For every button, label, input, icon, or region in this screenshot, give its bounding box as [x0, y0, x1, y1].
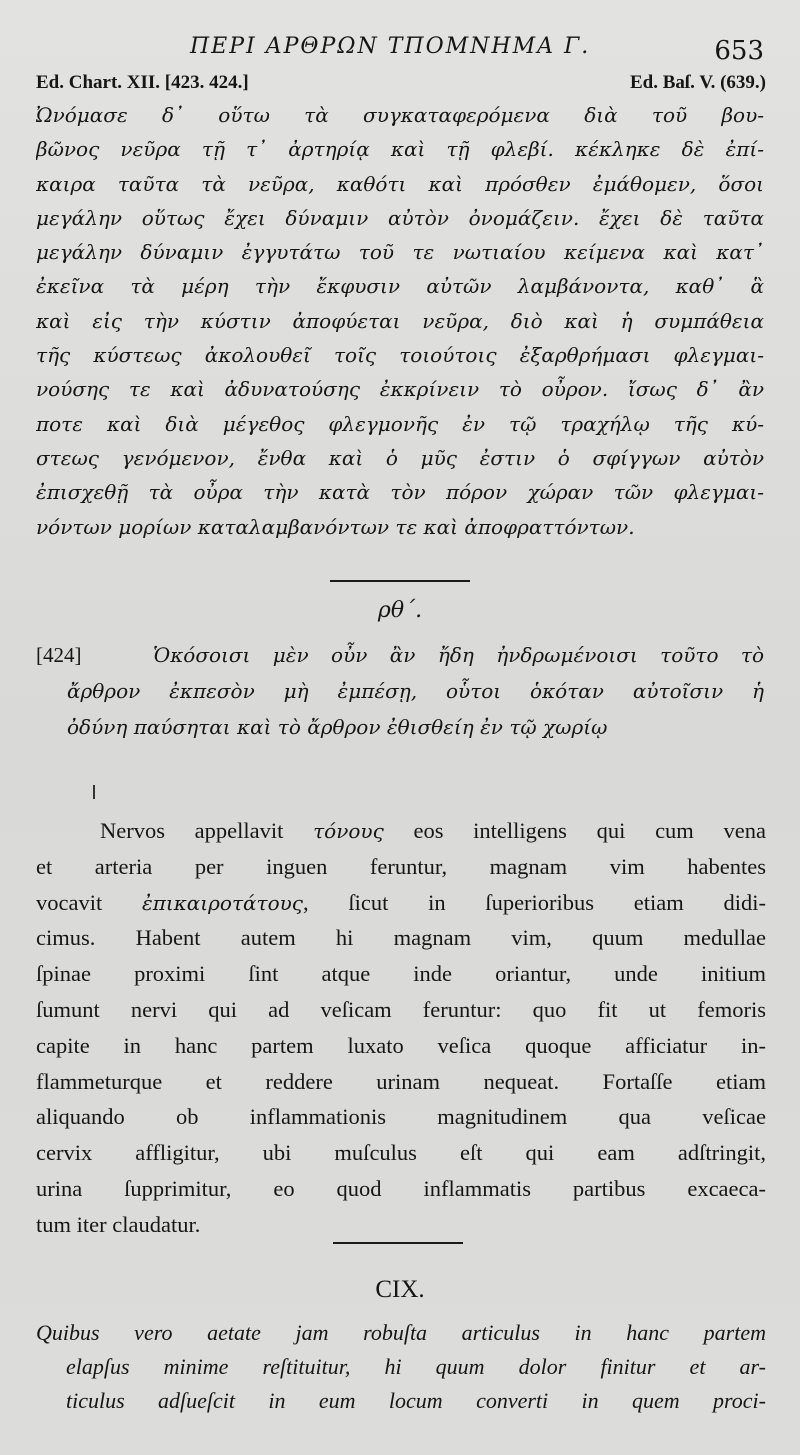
section-divider-rule	[330, 580, 470, 582]
latin-commentary-line: cimus. Habent autem hi magnam vim, quum medullae	[36, 925, 766, 951]
greek-commentary-line: ἐκεῖνα τὰ μέρη τὴν ἔκφυσιν αὐτῶν λαμβάνοντα, καθ᾽ ἃ	[36, 274, 764, 299]
latin-text: vocavit	[36, 889, 142, 915]
greek-commentary-line: ποτε καὶ διὰ μέγεθος φλεγμονῆς ἐν τῷ τραχήλῳ τῆς κύ-	[36, 411, 764, 436]
latin-lemma	[36, 1316, 766, 1418]
latin-commentary-line: tum iter claudatur.	[36, 1211, 201, 1237]
greek-commentary-line: μεγάλην οὕτως ἔχει δύναμιν αὐτὸν ὀνομάζειν. ἔχει δὲ ταῦτα	[36, 205, 764, 230]
greek-commentary-line: μεγάλην δύναμιν ἐγγυτάτω τοῦ τε νωτιαίου κείμενα καὶ κατ᾽	[36, 240, 764, 265]
greek-lemma-line: Ὁκόσοισι μὲν οὖν ἂν ἤδη ἠνδρωμένοισι τοῦτο τὸ	[153, 643, 764, 667]
lemma-page-reference: [424]	[36, 643, 82, 667]
greek-commentary-line: στεως γενόμενον, ἔνθα καὶ ὁ μῦς ἐστιν ὁ σφίγγων αὐτὸν	[36, 445, 764, 470]
ink-mark	[93, 785, 95, 799]
latin-text: eos intelligens qui cum vena	[383, 818, 766, 843]
greek-commentary-line: Ὠνόμασε δ᾽ οὕτω τὰ συγκαταφερόμενα διὰ τοῦ βου-	[36, 103, 764, 127]
latin-commentary-line: aliquando ob inflammationis magnitudinem qua veſicae	[36, 1104, 766, 1130]
latin-lemma-line: elapſus minime reſtituitur, hi quum dolor finitur et ar-	[66, 1354, 766, 1379]
greek-commentary-line: τῆς κύστεως ἀκολουθεῖ τοῖς τοιούτοις ἐξαρθρήμασι φλεγμαι-	[36, 343, 764, 368]
latin-commentary-line: ſumunt nervi qui ad veſicam feruntur: quo fit ut femoris	[36, 996, 766, 1022]
section-divider-rule	[333, 1242, 463, 1244]
edition-reference-basel: Ed. Baſ. V. (639.)	[629, 72, 766, 93]
greek-commentary-line: βῶνος νεῦρα τῇ τ᾽ ἀρτηρίᾳ καὶ τῇ φλεβί. κέκληκε δὲ ἐπί-	[36, 137, 764, 162]
latin-commentary-line: capite in hanc partem luxato veſica quoque afficiatur in-	[36, 1032, 766, 1058]
edition-reference-chartier: Ed. Chart. XII. [423. 424.]	[36, 72, 249, 93]
latin-commentary	[36, 813, 766, 1243]
latin-lemma-line: ticulus adſueſcit in eum locum converti in quem proci-	[66, 1388, 766, 1413]
latin-lemma-line: Quibus vero aetate jam robuſta articulus in hanc partem	[36, 1320, 766, 1345]
page-number: 653	[714, 36, 764, 66]
greek-commentary	[36, 98, 764, 544]
greek-commentary-line: νόντων μορίων καταλαμβανόντων τε καὶ ἀποφραττόντων.	[36, 514, 635, 539]
latin-commentary-line: et arteria per inguen feruntur, magnam vim habentes	[36, 853, 766, 879]
latin-text: , ſicut in ſuperioribus etiam didi-	[302, 889, 766, 915]
running-head	[0, 34, 800, 70]
latin-commentary-line: urina ſupprimitur, eo quod inflammatis partibus excaeca-	[36, 1175, 766, 1201]
latin-commentary-line: cervix affligitur, ubi muſculus eſt qui eam adſtringit,	[36, 1140, 766, 1166]
latin-commentary-line: ſpinae proximi ſint atque inde oriantur, unde initium	[36, 961, 766, 987]
greek-lemma-line: ἄρθρον ἐκπεσὸν μὴ ἐμπέσῃ, οὗτοι ὁκόταν αὐτοῖσιν ἡ	[67, 679, 764, 703]
running-title: ΠΕΡΙ ΑΡΘΡΩΝ ΤΠΟΜΝΗΜΑ Γ.	[190, 34, 591, 59]
greek-lemma-line: ὀδύνη παύσηται καὶ τὸ ἄρθρον ἐθισθείη ἐν τῷ χωρίῳ	[67, 715, 608, 739]
latin-text: Nervos appellavit	[100, 818, 314, 843]
greek-term: τόνους	[313, 819, 384, 843]
latin-commentary-line: flammeturque et reddere urinam nequeat. Fortaſſe etiam	[36, 1068, 766, 1094]
latin-commentary-line	[36, 885, 766, 921]
greek-commentary-line: καὶ εἰς τὴν κύστιν ἀποφύεται νεῦρα, διὸ καὶ ἡ συμπάθεια	[36, 308, 764, 333]
latin-section-number: CIX.	[375, 1276, 425, 1303]
greek-commentary-line: νούσης τε καὶ ἀδυνατούσης ἐκκρίνειν τὸ οὖρον. ἴσως δ᾽ ἂν	[36, 377, 764, 402]
greek-term: ἐπικαιροτάτους	[141, 890, 303, 915]
greek-section-number: ρθ΄.	[377, 598, 423, 623]
greek-commentary-line: ἐπισχεθῇ τὰ οὖρα τὴν κατὰ τὸν πόρον χώραν τῶν φλεγμαι-	[36, 480, 764, 505]
greek-commentary-line: καιρα ταῦτα τὰ νεῦρα, καθότι καὶ πρόσθεν ἐμάθομεν, ὅσοι	[36, 171, 764, 196]
greek-lemma	[36, 637, 764, 745]
latin-commentary-line	[36, 813, 766, 849]
